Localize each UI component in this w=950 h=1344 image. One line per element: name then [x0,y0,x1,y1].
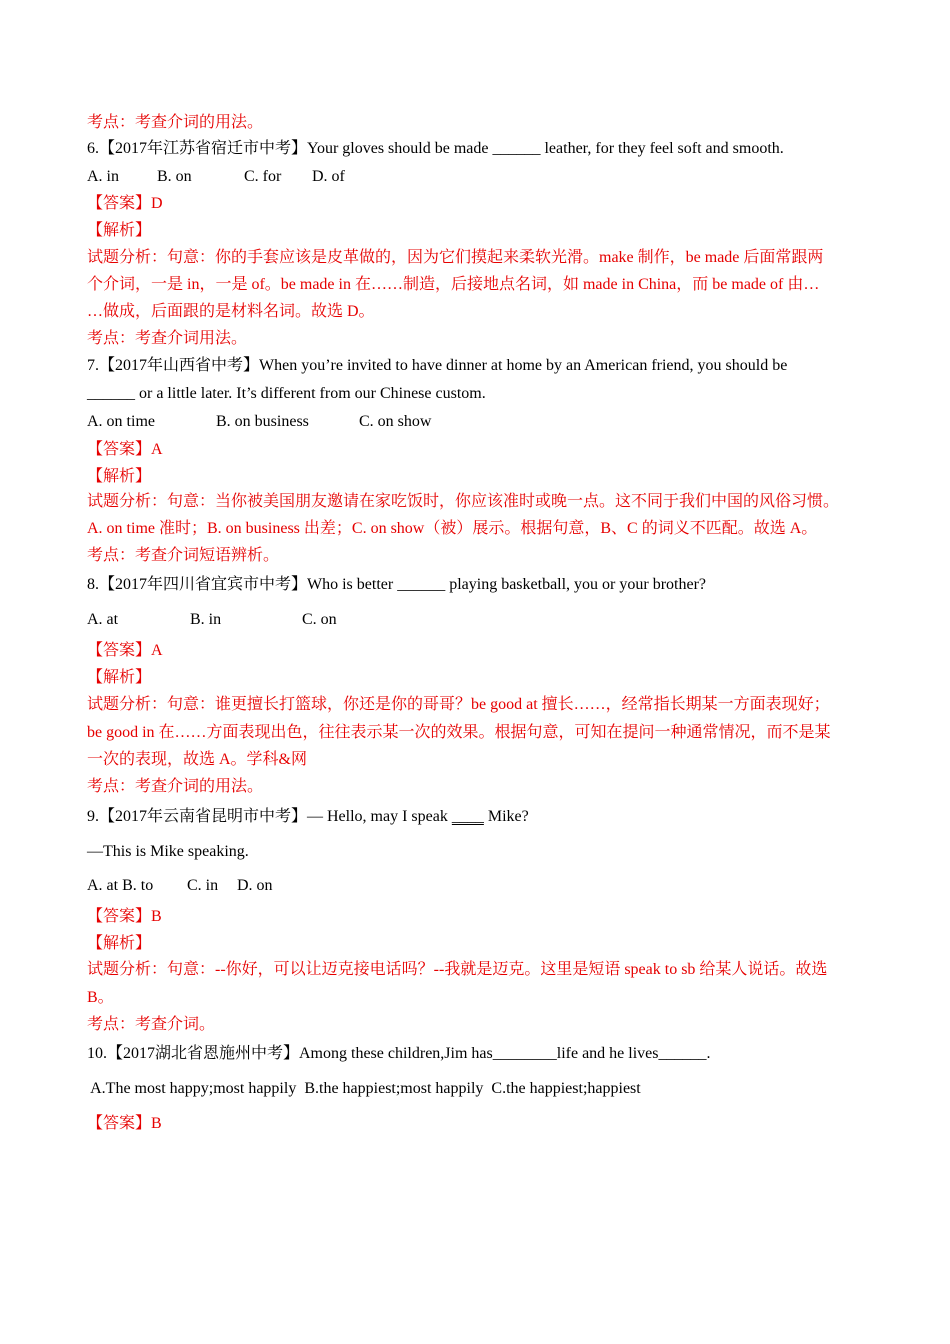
q9-answer: 【答案】B [87,908,162,925]
question-8-stem: 8.【2017年四川省宜宾市中考】Who is better ______ playing basketball, you or your brother? [87,576,707,593]
question-6-stem: 6.【2017年江苏省宿迁市中考】Your gloves should be made ______ leather, for they feel soft and smooth. [87,140,784,157]
q8-analysis-line-3: 一次的表现，故选 A。学科&网 [87,751,308,768]
q6-analysis-heading: 【解析】 [87,222,152,239]
question-7-stem-line-2: ______ or a little later. It’s different from our Chinese custom. [87,385,486,402]
q6-analysis-line-2: 个介词，一是 in，一是 of。be made in 在……制造，后接地点名词，如 made in China，而 be made of 由… [87,276,820,293]
q9-option-c: C. in [187,877,219,894]
q7-kaodian: 考点：考查介词短语辨析。 [87,547,280,564]
q7-analysis-line-2: A. on time 准时；B. on business 出差；C. on show（被）展示。根据句意，B、C 的词义不匹配。故选 A。 [87,520,818,537]
q9-option-d: D. on [237,877,273,894]
q6-option-b: B. on [157,168,192,185]
q9-kaodian: 考点：考查介词。 [87,1016,216,1033]
q9-stem-post: Mike? [483,808,529,825]
q9-option-ab: A. at B. to [87,877,154,894]
question-10-stem: 10.【2017湖北省恩施州中考】Among these children,Jim has________life and he lives______. [87,1045,711,1062]
q9-analysis-line-2: B。 [87,989,114,1006]
q9-blank: ____ [451,808,484,825]
q7-option-a: A. on time [87,413,155,430]
q6-answer: 【答案】D [87,195,163,212]
q8-kaodian: 考点：考查介词的用法。 [87,778,264,795]
q8-analysis-line-2: be good in 在……方面表现出色，往往表示某一次的效果。根据句意，可知在提问一种通常情况，而不是某 [87,724,831,741]
q9-analysis-line-1: 试题分析：句意：--你好，可以让迈克接电话吗？--我就是迈克。这里是短语 speak to sb 给某人说话。故选 [87,961,828,978]
q6-analysis-line-3: …做成，后面跟的是材料名词。故选 D。 [87,303,375,320]
q6-option-d: D. of [312,168,345,185]
q7-option-c: C. on show [359,413,432,430]
q8-analysis-heading: 【解析】 [87,669,152,686]
q6-option-c: C. for [244,168,282,185]
question-9-stem [87,807,529,827]
kaodian-top: 考点：考查介词的用法。 [87,114,264,131]
q7-analysis-heading: 【解析】 [87,468,152,485]
q8-option-b: B. in [190,611,222,628]
q8-answer: 【答案】A [87,642,163,659]
q6-option-a: A. in [87,168,119,185]
q9-stem-pre: 9.【2017年云南省昆明市中考】— Hello, may I speak [87,808,452,825]
q7-analysis-line-1: 试题分析：句意：当你被美国朋友邀请在家吃饭时，你应该准时或晚一点。这不同于我们中国的风俗习惯。 [87,493,840,510]
q9-analysis-heading: 【解析】 [87,935,152,952]
question-10-options: A.The most happy;most happily B.the happiest;most happily C.the happiest;happiest [87,1080,641,1097]
question-7-stem-line-1: 7.【2017年山西省中考】When you’re invited to have dinner at home by an American friend, you should be [87,357,788,374]
q6-analysis-line-1: 试题分析：句意：你的手套应该是皮革做的，因为它们摸起来柔软光滑。make 制作，be made 后面常跟两 [87,249,824,266]
q7-answer: 【答案】A [87,441,163,458]
q7-option-b: B. on business [216,413,309,430]
q8-option-c: C. on [302,611,337,628]
question-9-reply: —This is Mike speaking. [87,843,249,860]
q6-kaodian: 考点：考查介词用法。 [87,330,248,347]
q8-analysis-line-1: 试题分析：句意：谁更擅长打篮球，你还是你的哥哥？be good at 擅长……，经常指长期某一方面表现好； [87,696,830,713]
q8-option-a: A. at [87,611,119,628]
q10-answer: 【答案】B [87,1115,162,1132]
